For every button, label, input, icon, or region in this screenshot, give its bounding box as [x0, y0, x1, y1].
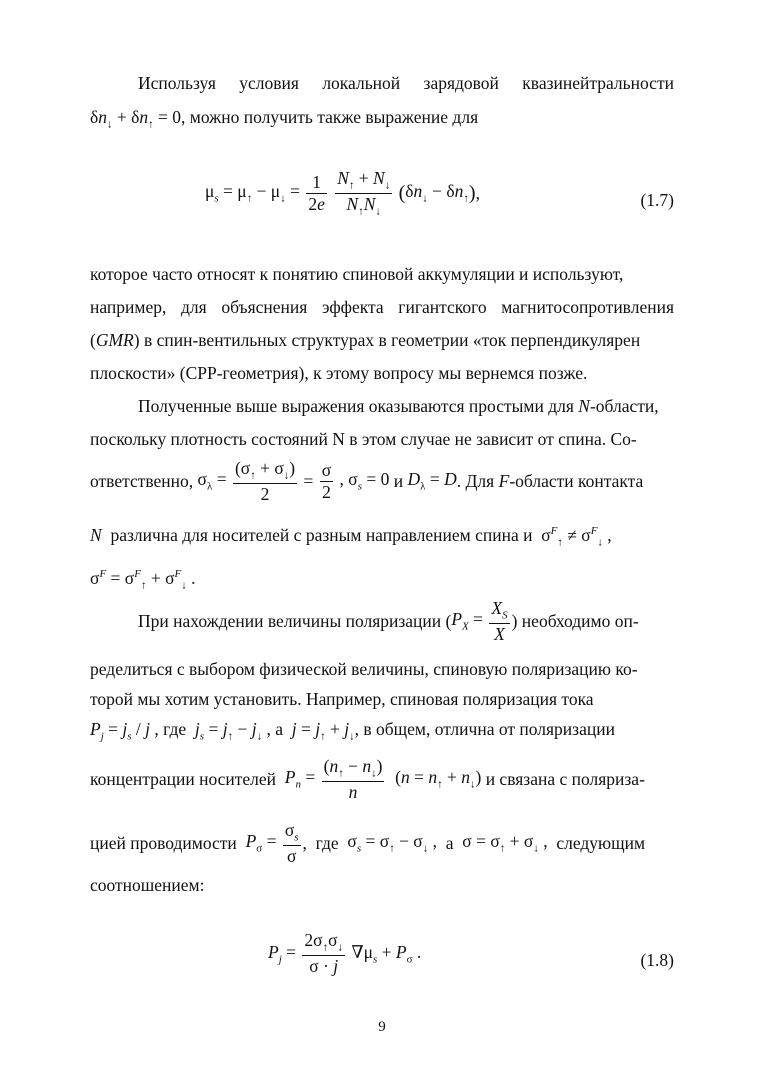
p3-line5: $\sigma^F = \sigma^F_↑ + \sigma^F_↓$ . — [90, 567, 196, 592]
p4-line1: При нахождении величины поляризации ($P_X$ = $\frac{X_S}{X}$ ) необходимо оп- — [138, 598, 639, 644]
p2-line2: например, для объяснения эффекта гигантского магнитосопротивления — [90, 297, 674, 317]
p4-line6: цией проводимости $P_\sigma$ = $\frac{\sigma_s}{\sigma}$ , где $\sigma_s = \sigma_↑ - \sigma_↓$ , а $\sigma = \sigma_↑ + \sigma_↓$ , следующим — [90, 820, 646, 866]
word: условия — [239, 73, 299, 93]
p3-line4: N различна для носителей с разным направлением спина и $\sigma^F_↑ \ne \sigma^F_↓$ , — [90, 524, 612, 549]
p2-line4: плоскости» (CPP-геометрия), к этому вопросу мы вернемся позже. — [90, 363, 588, 383]
equation-number: (1.7) — [640, 190, 674, 210]
p4-line7: соотношением: — [90, 875, 205, 895]
equation-1-8: $P_j$ = $\frac{2\sigma_↑\sigma_↓}{\sigma \cdot j}$ $\nabla\mu_s + P_\sigma$ . — [268, 930, 422, 976]
p4-line5: концентрации носителей $P_n$ = $\frac{(n_↑ - n_↓)}{n}$ $(n = n_↑ + n_↓)$ и связана с поляриза- — [90, 756, 645, 802]
p4-line4: $P_j = j_s / j$ , где $j_s = j_↑ - j_↓$ , а $j = j_↑ + j_↓$, в общем, отлична от поляризации — [90, 719, 615, 743]
equation-number: (1.8) — [640, 950, 674, 970]
word: локальной — [322, 73, 401, 93]
p2-line3: (GMR) в спин-вентильных структурах в геометрии «ток перпендикулярен — [90, 330, 641, 350]
p1-line1 — [90, 72, 674, 94]
p3-line2: поскольку плотность состояний N в этом случае не зависит от спина. Со- — [90, 429, 637, 449]
formula-quasineutrality: $\delta n_↓ + \delta n_↑ = 0$ — [90, 107, 181, 131]
page-number: 9 — [378, 1019, 386, 1035]
word: Используя — [138, 73, 216, 93]
p2-line1: которое часто относят к понятию спиновой аккумуляции и используют, — [90, 264, 624, 284]
word: квазинейтральности — [522, 73, 674, 93]
p4-line2: ределиться с выбором физической величины, спиновую поляризацию ко- — [90, 659, 638, 679]
p4-line3: торой мы хотим установить. Например, спиновая поляризация тока — [90, 689, 594, 709]
gmr-abbr: GMR — [95, 330, 134, 350]
p3-line3: ответственно, $\sigma_\lambda$ = $\frac{(\sigma_↑ + \sigma_↓)}{2}$ = $\frac{\sigma}{2}$ , $\sigma_s = 0$ и $D_\lambda = D$. Для F-области контакта — [90, 458, 644, 504]
word: зарядовой — [423, 73, 499, 93]
p1-line2: $\delta n_↓ + \delta n_↑ = 0$, можно получить также выражение для — [90, 107, 479, 131]
p3-line1: Полученные выше выражения оказываются простыми для N-области, — [138, 396, 659, 416]
equation-1-7: $\mu_s = \mu_↑ - \mu_↓$ = $\frac{1}{2e}$ $\frac{N_↑ + N_↓}{N_↑N_↓}$ $(\delta n_↓ - \delta n_↑)$, — [205, 168, 480, 218]
